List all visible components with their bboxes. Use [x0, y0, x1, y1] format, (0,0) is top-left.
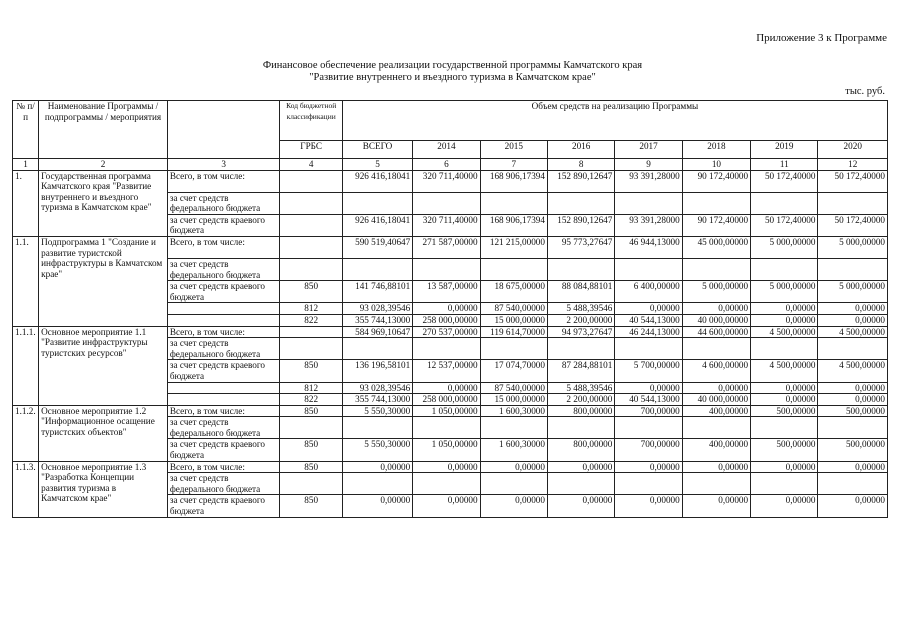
amount-year — [480, 338, 547, 360]
amount-year: 93 391,28000 — [615, 170, 682, 192]
amount-year: 700,00000 — [615, 439, 682, 461]
amount-year: 0,00000 — [751, 303, 818, 315]
amount-year: 5 000,00000 — [751, 236, 818, 258]
financing-table — [12, 100, 888, 518]
amount-total: 93 028,39546 — [342, 382, 412, 394]
column-number: 3 — [167, 159, 280, 171]
funding-source-label: за счет средств краевого бюджета — [167, 495, 280, 517]
amount-year: 258 000,00000 — [413, 394, 480, 406]
amount-year: 320 711,40000 — [413, 214, 480, 236]
amount-year: 1 050,00000 — [413, 405, 480, 417]
grbs-code: 850 — [280, 439, 342, 461]
amount-year: 0,00000 — [682, 461, 750, 473]
amount-year: 46 944,13000 — [615, 236, 682, 258]
grbs-code: 822 — [280, 314, 342, 326]
funding-source-label: за счет средств федерального бюджета — [167, 258, 280, 280]
funding-source-label — [167, 382, 280, 394]
amount-year: 13 587,00000 — [413, 281, 480, 303]
amount-year: 0,00000 — [818, 495, 888, 517]
amount-total: 590 519,40647 — [342, 236, 412, 258]
amount-year: 5 700,00000 — [615, 360, 682, 382]
column-number: 10 — [682, 159, 750, 171]
amount-year: 0,00000 — [615, 461, 682, 473]
amount-year: 1 600,30000 — [480, 439, 547, 461]
amount-year: 88 084,88101 — [547, 281, 614, 303]
amount-total: 0,00000 — [342, 495, 412, 517]
amount-year: 5 000,00000 — [818, 236, 888, 258]
row-number: 1.1. — [13, 236, 39, 326]
amount-year — [751, 417, 818, 439]
amount-year — [682, 338, 750, 360]
amount-year: 500,00000 — [751, 405, 818, 417]
amount-year: 0,00000 — [818, 461, 888, 473]
table-row — [13, 236, 888, 258]
amount-year: 258 000,00000 — [413, 314, 480, 326]
grbs-code — [280, 338, 342, 360]
amount-year: 94 973,27647 — [547, 326, 614, 338]
amount-year — [682, 192, 750, 214]
grbs-code: 812 — [280, 382, 342, 394]
column-number-row — [13, 159, 888, 171]
amount-year: 0,00000 — [615, 303, 682, 315]
amount-year: 0,00000 — [413, 303, 480, 315]
amount-year: 0,00000 — [615, 382, 682, 394]
amount-year — [547, 258, 614, 280]
column-number: 11 — [751, 159, 818, 171]
amount-year: 95 773,27647 — [547, 236, 614, 258]
row-number: 1.1.2. — [13, 405, 39, 461]
amount-year: 800,00000 — [547, 439, 614, 461]
amount-year: 0,00000 — [751, 394, 818, 406]
amount-year — [480, 192, 547, 214]
funding-source-label — [167, 394, 280, 406]
amount-year: 15 000,00000 — [480, 314, 547, 326]
grbs-code — [280, 326, 342, 338]
amount-year: 4 600,00000 — [682, 360, 750, 382]
appendix-label: Приложение 3 к Программе — [756, 32, 887, 44]
header-grbs: ГРБС — [280, 141, 342, 159]
amount-year — [818, 192, 888, 214]
amount-year: 0,00000 — [413, 495, 480, 517]
amount-year — [751, 338, 818, 360]
amount-total — [342, 473, 412, 495]
amount-year: 44 600,00000 — [682, 326, 750, 338]
row-number: 1.1.1. — [13, 326, 39, 405]
funding-source-label — [167, 314, 280, 326]
amount-year: 4 500,00000 — [818, 326, 888, 338]
amount-year: 400,00000 — [682, 405, 750, 417]
program-name: Основное мероприятие 1.1 "Развитие инфраструктуры туристских ресурсов" — [39, 326, 168, 405]
amount-year: 50 172,40000 — [818, 214, 888, 236]
grbs-code — [280, 170, 342, 192]
amount-year: 271 587,00000 — [413, 236, 480, 258]
amount-year — [682, 258, 750, 280]
header-year: 2017 — [615, 141, 682, 159]
amount-year: 17 074,70000 — [480, 360, 547, 382]
funding-source-label: Всего, в том числе: — [167, 326, 280, 338]
amount-year — [413, 417, 480, 439]
column-number: 2 — [39, 159, 168, 171]
amount-year: 5 000,00000 — [751, 281, 818, 303]
amount-year — [615, 417, 682, 439]
grbs-code — [280, 214, 342, 236]
amount-year: 87 540,00000 — [480, 303, 547, 315]
grbs-code — [280, 417, 342, 439]
amount-year — [480, 473, 547, 495]
amount-year: 0,00000 — [818, 382, 888, 394]
amount-year: 40 000,00000 — [682, 394, 750, 406]
amount-year: 0,00000 — [751, 382, 818, 394]
column-number: 1 — [13, 159, 39, 171]
grbs-code: 850 — [280, 495, 342, 517]
amount-year: 0,00000 — [751, 314, 818, 326]
amount-year: 1 600,30000 — [480, 405, 547, 417]
amount-year: 0,00000 — [480, 495, 547, 517]
amount-year: 45 000,00000 — [682, 236, 750, 258]
amount-year: 0,00000 — [480, 461, 547, 473]
amount-year — [818, 338, 888, 360]
amount-total — [342, 417, 412, 439]
row-number: 1. — [13, 170, 39, 236]
amount-year — [818, 258, 888, 280]
amount-year — [480, 258, 547, 280]
amount-total: 584 969,10647 — [342, 326, 412, 338]
amount-year: 0,00000 — [682, 495, 750, 517]
amount-year: 119 614,70000 — [480, 326, 547, 338]
amount-year: 40 544,13000 — [615, 394, 682, 406]
amount-year: 121 215,00000 — [480, 236, 547, 258]
amount-year: 320 711,40000 — [413, 170, 480, 192]
funding-source-label: Всего, в том числе: — [167, 461, 280, 473]
column-number: 8 — [547, 159, 614, 171]
header-year: 2020 — [818, 141, 888, 159]
header-blank — [167, 101, 280, 159]
amount-year — [480, 417, 547, 439]
header-year: 2015 — [480, 141, 547, 159]
amount-total: 136 196,58101 — [342, 360, 412, 382]
amount-year: 168 906,17394 — [480, 170, 547, 192]
table-row — [13, 461, 888, 473]
amount-year: 15 000,00000 — [480, 394, 547, 406]
amount-year: 0,00000 — [818, 394, 888, 406]
amount-year: 40 544,13000 — [615, 314, 682, 326]
column-number: 4 — [280, 159, 342, 171]
funding-source-label: за счет средств краевого бюджета — [167, 360, 280, 382]
amount-year: 2 200,00000 — [547, 394, 614, 406]
program-name: Государственная программа Камчатского края "Развитие внутреннего и въездного туризма в Камчатском крае" — [39, 170, 168, 236]
amount-year: 12 537,00000 — [413, 360, 480, 382]
amount-total — [342, 258, 412, 280]
amount-year — [682, 473, 750, 495]
column-number: 6 — [413, 159, 480, 171]
amount-year: 93 391,28000 — [615, 214, 682, 236]
amount-total: 141 746,88101 — [342, 281, 412, 303]
amount-year: 87 540,00000 — [480, 382, 547, 394]
amount-year — [413, 192, 480, 214]
program-name: Основное мероприятие 1.3 "Разработка Концепции развития туризма в Камчатском крае" — [39, 461, 168, 517]
amount-year — [751, 473, 818, 495]
amount-year: 152 890,12647 — [547, 214, 614, 236]
amount-year — [413, 473, 480, 495]
amount-year — [615, 338, 682, 360]
amount-year: 5 000,00000 — [818, 281, 888, 303]
funding-source-label: за счет средств федерального бюджета — [167, 192, 280, 214]
amount-year: 500,00000 — [818, 405, 888, 417]
header-name: Наименование Программы / подпрограммы / мероприятия — [39, 101, 168, 159]
amount-total: 355 744,13000 — [342, 394, 412, 406]
amount-year: 0,00000 — [751, 461, 818, 473]
column-number: 7 — [480, 159, 547, 171]
amount-year: 0,00000 — [547, 495, 614, 517]
amount-year: 46 244,13000 — [615, 326, 682, 338]
title-line-1: Финансовое обеспечение реализации государственной программы Камчатского края — [262, 60, 643, 71]
grbs-code — [280, 236, 342, 258]
header-year: 2016 — [547, 141, 614, 159]
amount-year: 90 172,40000 — [682, 214, 750, 236]
amount-year: 0,00000 — [682, 303, 750, 315]
grbs-code: 850 — [280, 281, 342, 303]
amount-year — [413, 258, 480, 280]
amount-year: 40 000,00000 — [682, 314, 750, 326]
amount-year: 0,00000 — [547, 461, 614, 473]
amount-year — [682, 417, 750, 439]
amount-year: 4 500,00000 — [751, 360, 818, 382]
amount-total: 926 416,18041 — [342, 214, 412, 236]
amount-year: 87 284,88101 — [547, 360, 614, 382]
amount-year: 700,00000 — [615, 405, 682, 417]
amount-year: 90 172,40000 — [682, 170, 750, 192]
amount-year: 0,00000 — [413, 382, 480, 394]
header-total: ВСЕГО — [342, 141, 412, 159]
amount-total: 93 028,39546 — [342, 303, 412, 315]
amount-year — [818, 417, 888, 439]
amount-year — [413, 338, 480, 360]
funding-source-label: Всего, в том числе: — [167, 236, 280, 258]
amount-year: 4 500,00000 — [818, 360, 888, 382]
amount-year: 5 000,00000 — [682, 281, 750, 303]
header-code: Код бюджетной классификации — [280, 101, 342, 141]
amount-year: 0,00000 — [818, 303, 888, 315]
amount-total: 926 416,18041 — [342, 170, 412, 192]
amount-year: 0,00000 — [818, 314, 888, 326]
amount-year: 5 488,39546 — [547, 303, 614, 315]
grbs-code — [280, 192, 342, 214]
amount-year — [547, 338, 614, 360]
grbs-code: 822 — [280, 394, 342, 406]
amount-total — [342, 192, 412, 214]
funding-source-label: за счет средств краевого бюджета — [167, 281, 280, 303]
amount-year: 18 675,00000 — [480, 281, 547, 303]
amount-total: 5 550,30000 — [342, 439, 412, 461]
table-row — [13, 170, 888, 192]
header-year: 2014 — [413, 141, 480, 159]
header-volume: Объем средств на реализацию Программы — [342, 101, 887, 141]
table-row — [13, 326, 888, 338]
title-line-2: "Развитие внутреннего и въездного туризма в Камчатском крае" — [309, 72, 596, 83]
header-year: 2018 — [682, 141, 750, 159]
program-name: Основное мероприятие 1.2 "Информационное осащение туристских объектов" — [39, 405, 168, 461]
grbs-code: 850 — [280, 461, 342, 473]
amount-year: 152 890,12647 — [547, 170, 614, 192]
amount-year — [547, 417, 614, 439]
amount-year: 0,00000 — [615, 495, 682, 517]
amount-year: 0,00000 — [682, 382, 750, 394]
amount-total: 0,00000 — [342, 461, 412, 473]
program-name: Подпрограмма 1 "Создание и развитие туристской инфраструктуры в Камчатском крае" — [39, 236, 168, 326]
amount-year: 500,00000 — [818, 439, 888, 461]
funding-source-label: Всего, в том числе: — [167, 170, 280, 192]
amount-year — [547, 473, 614, 495]
funding-source-label — [167, 303, 280, 315]
funding-source-label: за счет средств федерального бюджета — [167, 417, 280, 439]
amount-year — [615, 192, 682, 214]
amount-year: 50 172,40000 — [751, 214, 818, 236]
amount-year: 1 050,00000 — [413, 439, 480, 461]
column-number: 9 — [615, 159, 682, 171]
amount-total: 355 744,13000 — [342, 314, 412, 326]
amount-year: 4 500,00000 — [751, 326, 818, 338]
amount-year — [751, 258, 818, 280]
amount-total — [342, 338, 412, 360]
amount-year: 270 537,00000 — [413, 326, 480, 338]
table-row — [13, 405, 888, 417]
amount-year: 50 172,40000 — [751, 170, 818, 192]
amount-year — [547, 192, 614, 214]
grbs-code: 850 — [280, 360, 342, 382]
amount-year: 2 200,00000 — [547, 314, 614, 326]
amount-year — [615, 473, 682, 495]
grbs-code: 812 — [280, 303, 342, 315]
funding-source-label: за счет средств краевого бюджета — [167, 439, 280, 461]
grbs-code: 850 — [280, 405, 342, 417]
amount-total: 5 550,30000 — [342, 405, 412, 417]
amount-year: 168 906,17394 — [480, 214, 547, 236]
units-label: тыс. руб. — [845, 86, 885, 97]
amount-year: 5 488,39546 — [547, 382, 614, 394]
amount-year: 0,00000 — [413, 461, 480, 473]
column-number: 5 — [342, 159, 412, 171]
amount-year — [615, 258, 682, 280]
header-year: 2019 — [751, 141, 818, 159]
funding-source-label: за счет средств федерального бюджета — [167, 473, 280, 495]
row-number: 1.1.3. — [13, 461, 39, 517]
amount-year: 800,00000 — [547, 405, 614, 417]
amount-year: 6 400,00000 — [615, 281, 682, 303]
funding-source-label: за счет средств федерального бюджета — [167, 338, 280, 360]
column-number: 12 — [818, 159, 888, 171]
funding-source-label: за счет средств краевого бюджета — [167, 214, 280, 236]
grbs-code — [280, 258, 342, 280]
header-num: № п/п — [13, 101, 39, 159]
amount-year: 500,00000 — [751, 439, 818, 461]
grbs-code — [280, 473, 342, 495]
amount-year: 50 172,40000 — [818, 170, 888, 192]
funding-source-label: Всего, в том числе: — [167, 405, 280, 417]
amount-year: 0,00000 — [751, 495, 818, 517]
amount-year — [751, 192, 818, 214]
amount-year — [818, 473, 888, 495]
amount-year: 400,00000 — [682, 439, 750, 461]
document-title — [0, 60, 905, 84]
